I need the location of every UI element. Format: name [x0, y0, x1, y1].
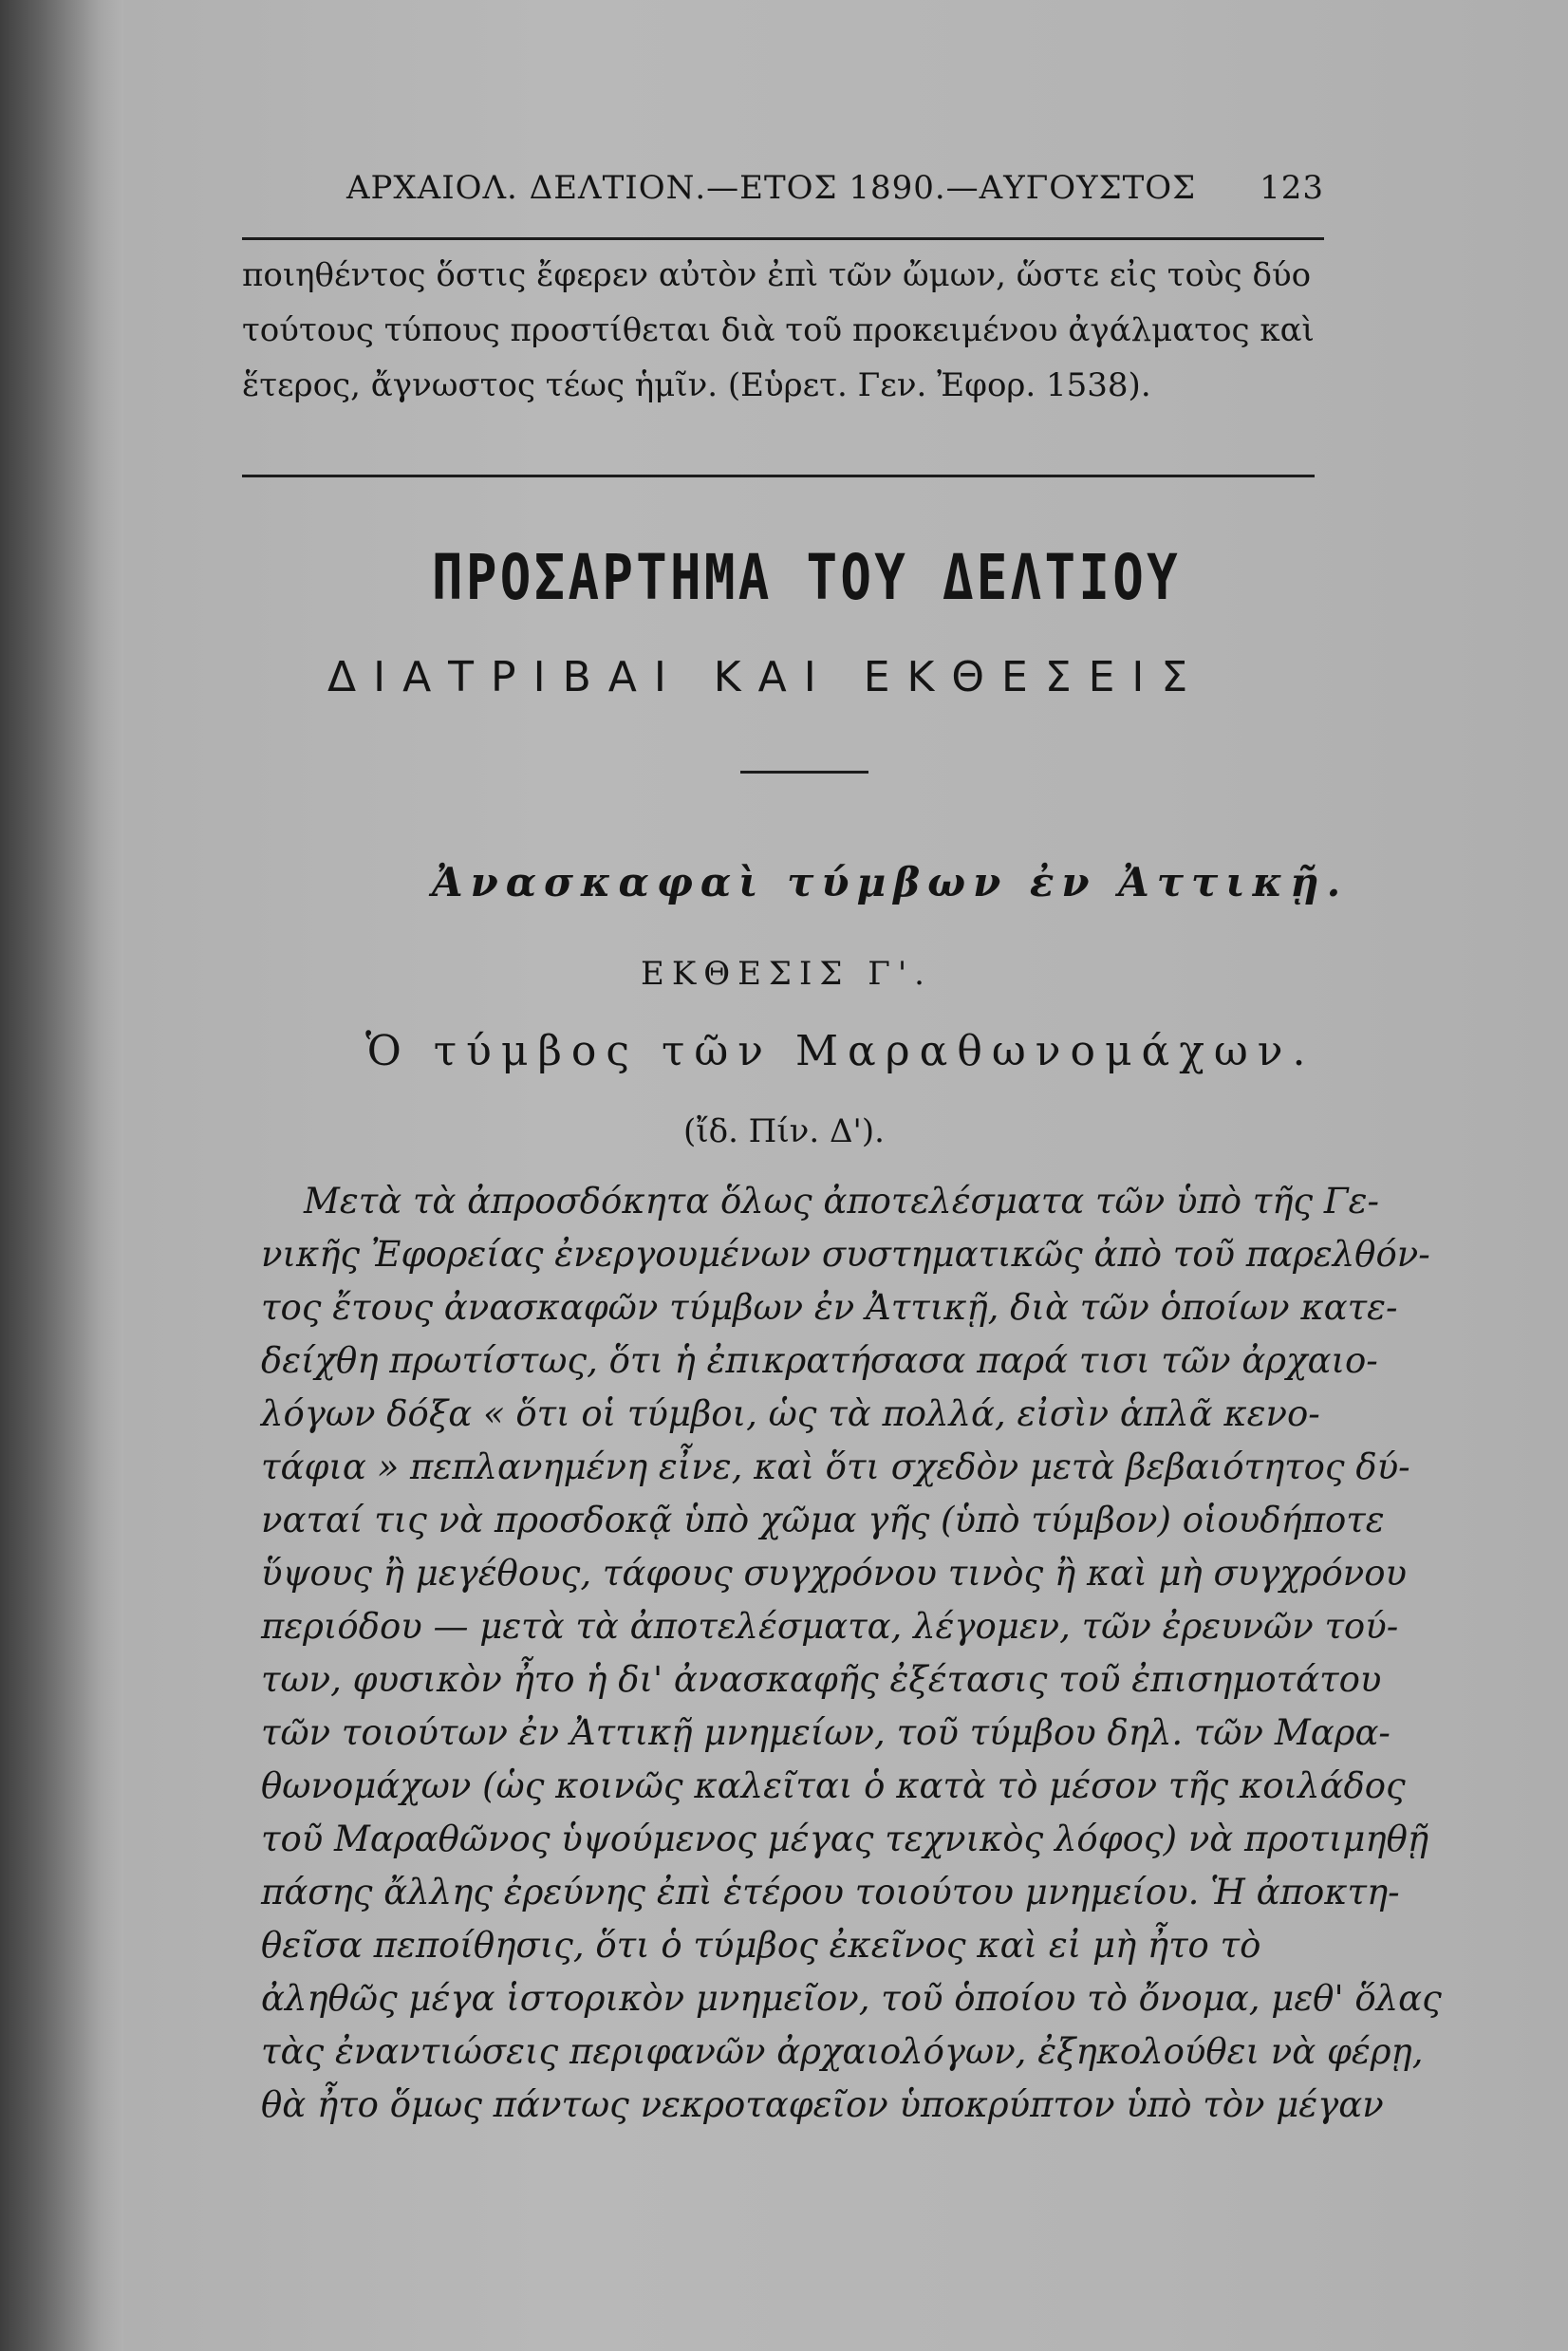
running-title: ΑΡΧΑΙΟΛ. ΔΕΛΤΙΟΝ.—ΕΤΟΣ 1890.—ΑΥΓΟΥΣΤΟΣ: [346, 169, 1197, 207]
page-number: 123: [1260, 169, 1324, 207]
body-text-line: τάφια » πεπλανημένη εἶνε, καὶ ὅτι σχεδὸν μετὰ βεβαιότητος δύ-: [261, 1446, 1410, 1487]
body-text-line: πάσης ἄλλης ἐρεύνης ἐπὶ ἑτέρου τοιούτου μνημείου. Ἡ ἀποκτη-: [261, 1872, 1400, 1913]
appendix-subtitle: ΔΙΑΤΡΙΒΑΙ ΚΑΙ ΕΚΘΕΣΕΙΣ: [327, 653, 1205, 701]
body-text-line: τος ἔτους ἀνασκαφῶν τύμβων ἐν Ἀττικῇ, διὰ τῶν ὁποίων κατε-: [261, 1287, 1398, 1328]
body-text-line: νικῆς Ἐφορείας ἐνεργουμένων συστηματικῶς ἀπὸ τοῦ παρελθόν-: [261, 1234, 1430, 1275]
body-text-line: τὰς ἐναντιώσεις περιφανῶν ἀρχαιολόγων, ἐξηκολούθει νὰ φέρῃ,: [261, 2031, 1424, 2072]
body-text-line: θωνομάχων (ὡς κοινῶς καλεῖται ὁ κατὰ τὸ μέσον τῆς κοιλάδος: [261, 1765, 1406, 1806]
body-text-line: των, φυσικὸν ἦτο ἡ δι' ἀνασκαφῆς ἐξέτασις τοῦ ἐπισημοτάτου: [261, 1659, 1382, 1700]
body-text-line: τοῦ Μαραθῶνος ὑψούμενος μέγας τεχνικὸς λόφος) νὰ προτιμηθῇ: [261, 1819, 1429, 1859]
body-text-line: τῶν τοιούτων ἐν Ἀττικῇ μνημείων, τοῦ τύμβου δηλ. τῶν Μαρα-: [261, 1712, 1391, 1753]
report-title: Ἀνασκαφαὶ τύμβων ἐν Ἀττικῇ.: [432, 859, 1349, 905]
plate-reference: (ἴδ. Πίν. Δ').: [683, 1112, 885, 1150]
book-spine-shadow: [0, 0, 123, 2351]
footnote-line: ποιηθέντος ὅστις ἔφερεν αὐτὸν ἐπὶ τῶν ὤμων, ὥστε εἰς τοὺς δύο: [242, 256, 1312, 294]
footnote-line: ἕτερος, ἄγνωστος τέως ἡμῖν. (Εὑρετ. Γεν. Ἐφορ. 1538).: [242, 366, 1151, 404]
appendix-title: ΠΡΟΣΑΡΤΗΜΑ ΤΟΥ ΔΕΛΤΙΟΥ: [432, 541, 1181, 614]
section-divider: [740, 771, 868, 774]
body-text-line: ναταί τις νὰ προσδοκᾷ ὑπὸ χῶμα γῆς (ὑπὸ τύμβον) οἱουδήποτε: [261, 1500, 1385, 1540]
footnote-end-rule: [242, 475, 1315, 477]
body-text-line: λόγων δόξα « ὅτι οἱ τύμβοι, ὡς τὰ πολλά, εἰσὶν ἁπλᾶ κενο-: [261, 1393, 1320, 1434]
body-text-line: ὕψους ἢ μεγέθους, τάφους συγχρόνου τινὸς ἢ καὶ μὴ συγχρόνου: [261, 1553, 1408, 1594]
report-number: ΕΚΘΕΣΙΣ Γ'.: [641, 955, 932, 993]
body-text-line: θεῖσα πεποίθησις, ὅτι ὁ τύμβος ἐκεῖνος καὶ εἰ μὴ ἦτο τὸ: [261, 1925, 1261, 1966]
body-text-line: ἀληθῶς μέγα ἱστορικὸν μνημεῖον, τοῦ ὁποίου τὸ ὄνομα, μεθ' ὅλας: [261, 1978, 1442, 2019]
header-rule: [242, 237, 1324, 240]
footnote-line: τούτους τύπους προστίθεται διὰ τοῦ προκειμένου ἀγάλματος καὶ: [242, 311, 1315, 349]
body-text-line: δείχθη πρωτίστως, ὅτι ἡ ἐπικρατήσασα παρά τισι τῶν ἀρχαιο-: [261, 1340, 1378, 1381]
section-title: Ὁ τύμβος τῶν Μαραθωνομάχων.: [365, 1027, 1316, 1075]
body-text-line: θὰ ἦτο ὅμως πάντως νεκροταφεῖον ὑποκρύπτον ὑπὸ τὸν μέγαν: [261, 2084, 1384, 2125]
body-text-line: Μετὰ τὰ ἀπροσδόκητα ὅλως ἀποτελέσματα τῶν ὑπὸ τῆς Γε-: [304, 1181, 1379, 1222]
body-text-line: περιόδου — μετὰ τὰ ἀποτελέσματα, λέγομεν, τῶν ἐρευνῶν τού-: [261, 1606, 1399, 1647]
